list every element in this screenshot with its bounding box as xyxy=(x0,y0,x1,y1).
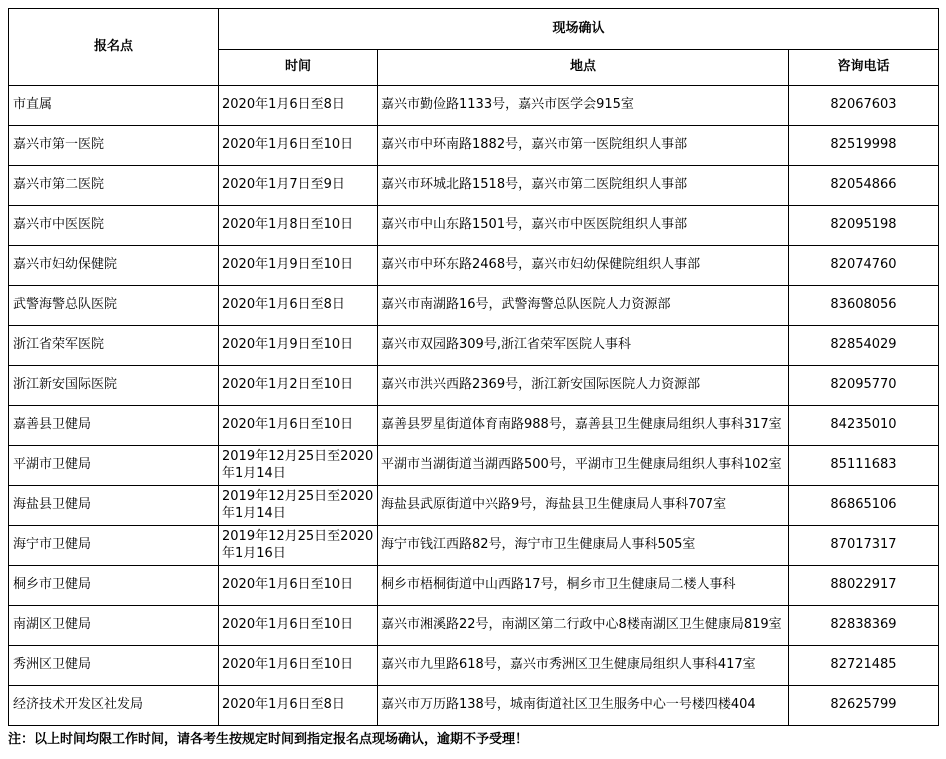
cell-location: 嘉兴市中环东路2468号，嘉兴市妇幼保健院组织人事部 xyxy=(378,246,789,286)
cell-time: 2020年1月6日至8日 xyxy=(219,86,378,126)
cell-time: 2020年1月9日至10日 xyxy=(219,326,378,366)
cell-phone: 82625799 xyxy=(789,686,939,726)
table-row xyxy=(9,166,939,206)
cell-phone: 82721485 xyxy=(789,646,939,686)
cell-location: 嘉兴市环城北路1518号，嘉兴市第二医院组织人事部 xyxy=(378,166,789,206)
cell-location: 嘉兴市南湖路16号，武警海警总队医院人力资源部 xyxy=(378,286,789,326)
header-onsite-confirmation: 现场确认 xyxy=(219,9,939,50)
table-row xyxy=(9,566,939,606)
registration-confirmation-table xyxy=(8,8,939,726)
cell-time: 2019年12月25日至2020年1月14日 xyxy=(219,486,378,526)
cell-site: 浙江新安国际医院 xyxy=(9,366,219,406)
table-row xyxy=(9,486,939,526)
cell-time: 2020年1月6日至8日 xyxy=(219,686,378,726)
table-row xyxy=(9,646,939,686)
table-body xyxy=(9,86,939,726)
cell-phone: 83608056 xyxy=(789,286,939,326)
table-row xyxy=(9,366,939,406)
cell-time: 2020年1月8日至10日 xyxy=(219,206,378,246)
cell-phone: 82095770 xyxy=(789,366,939,406)
cell-time: 2020年1月7日至9日 xyxy=(219,166,378,206)
table-row xyxy=(9,286,939,326)
cell-time: 2020年1月2日至10日 xyxy=(219,366,378,406)
cell-phone: 84235010 xyxy=(789,406,939,446)
cell-site: 桐乡市卫健局 xyxy=(9,566,219,606)
cell-site: 经济技术开发区社发局 xyxy=(9,686,219,726)
cell-phone: 82854029 xyxy=(789,326,939,366)
cell-site: 嘉善县卫健局 xyxy=(9,406,219,446)
cell-location: 嘉兴市万历路138号，城南街道社区卫生服务中心一号楼四楼404 xyxy=(378,686,789,726)
cell-site: 平湖市卫健局 xyxy=(9,446,219,486)
cell-location: 桐乡市梧桐街道中山西路17号，桐乡市卫生健康局二楼人事科 xyxy=(378,566,789,606)
cell-site: 嘉兴市妇幼保健院 xyxy=(9,246,219,286)
footnote: 注：以上时间均限工作时间，请各考生按规定时间到指定报名点现场确认，逾期不予受理！ xyxy=(8,732,529,747)
cell-phone: 82519998 xyxy=(789,126,939,166)
table-row xyxy=(9,406,939,446)
cell-phone: 82074760 xyxy=(789,246,939,286)
table-row xyxy=(9,526,939,566)
cell-site: 海盐县卫健局 xyxy=(9,486,219,526)
cell-time: 2020年1月9日至10日 xyxy=(219,246,378,286)
header-time: 时间 xyxy=(219,50,378,86)
cell-site: 秀洲区卫健局 xyxy=(9,646,219,686)
cell-time: 2019年12月25日至2020年1月16日 xyxy=(219,526,378,566)
table-row xyxy=(9,686,939,726)
table-row xyxy=(9,126,939,166)
cell-site: 嘉兴市第一医院 xyxy=(9,126,219,166)
table-row xyxy=(9,606,939,646)
cell-site: 嘉兴市中医医院 xyxy=(9,206,219,246)
cell-site: 南湖区卫健局 xyxy=(9,606,219,646)
cell-location: 海宁市钱江西路82号，海宁市卫生健康局人事科505室 xyxy=(378,526,789,566)
cell-site: 武警海警总队医院 xyxy=(9,286,219,326)
cell-location: 嘉兴市中环南路1882号，嘉兴市第一医院组织人事部 xyxy=(378,126,789,166)
cell-location: 嘉善县罗星街道体育南路988号，嘉善县卫生健康局组织人事科317室 xyxy=(378,406,789,446)
cell-phone: 82838369 xyxy=(789,606,939,646)
cell-site: 浙江省荣军医院 xyxy=(9,326,219,366)
cell-time: 2019年12月25日至2020年1月14日 xyxy=(219,446,378,486)
cell-phone: 85111683 xyxy=(789,446,939,486)
table-row xyxy=(9,206,939,246)
cell-time: 2020年1月6日至8日 xyxy=(219,286,378,326)
header-registration-site: 报名点 xyxy=(9,9,219,86)
cell-site: 嘉兴市第二医院 xyxy=(9,166,219,206)
cell-location: 嘉兴市九里路618号，嘉兴市秀洲区卫生健康局组织人事科417室 xyxy=(378,646,789,686)
cell-phone: 87017317 xyxy=(789,526,939,566)
cell-location: 嘉兴市湘溪路22号，南湖区第二行政中心8楼南湖区卫生健康局819室 xyxy=(378,606,789,646)
cell-site: 海宁市卫健局 xyxy=(9,526,219,566)
header-location: 地点 xyxy=(378,50,789,86)
cell-time: 2020年1月6日至10日 xyxy=(219,566,378,606)
cell-location: 嘉兴市中山东路1501号，嘉兴市中医医院组织人事部 xyxy=(378,206,789,246)
table-row xyxy=(9,246,939,286)
cell-phone: 88022917 xyxy=(789,566,939,606)
cell-location: 嘉兴市洪兴西路2369号，浙江新安国际医院人力资源部 xyxy=(378,366,789,406)
cell-location: 海盐县武原街道中兴路9号，海盐县卫生健康局人事科707室 xyxy=(378,486,789,526)
cell-phone: 82054866 xyxy=(789,166,939,206)
cell-phone: 86865106 xyxy=(789,486,939,526)
cell-phone: 82095198 xyxy=(789,206,939,246)
cell-phone: 82067603 xyxy=(789,86,939,126)
table-row xyxy=(9,446,939,486)
table-header xyxy=(9,9,939,86)
cell-time: 2020年1月6日至10日 xyxy=(219,606,378,646)
cell-location: 嘉兴市勤俭路1133号，嘉兴市医学会915室 xyxy=(378,86,789,126)
cell-site: 市直属 xyxy=(9,86,219,126)
cell-time: 2020年1月6日至10日 xyxy=(219,646,378,686)
cell-location: 嘉兴市双园路309号,浙江省荣军医院人事科 xyxy=(378,326,789,366)
cell-time: 2020年1月6日至10日 xyxy=(219,126,378,166)
cell-location: 平湖市当湖街道当湖西路500号，平湖市卫生健康局组织人事科102室 xyxy=(378,446,789,486)
table-row xyxy=(9,326,939,366)
header-phone: 咨询电话 xyxy=(789,50,939,86)
cell-time: 2020年1月6日至10日 xyxy=(219,406,378,446)
table-row xyxy=(9,86,939,126)
